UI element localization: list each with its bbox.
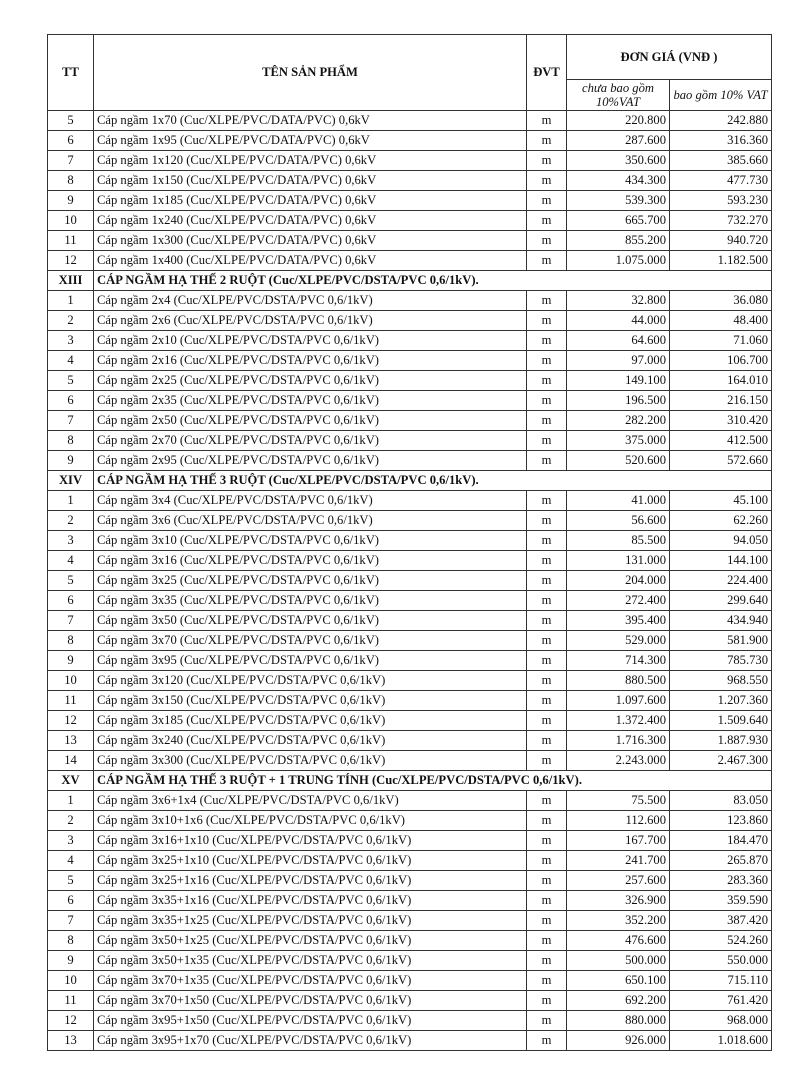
unit: m xyxy=(527,631,567,651)
price-excl-vat: 56.600 xyxy=(567,511,670,531)
row-number: 2 xyxy=(48,511,94,531)
table-row xyxy=(48,211,772,231)
unit: m xyxy=(527,611,567,631)
row-number: 6 xyxy=(48,391,94,411)
row-number: 3 xyxy=(48,331,94,351)
price-excl-vat: 1.716.300 xyxy=(567,731,670,751)
price-excl-vat: 855.200 xyxy=(567,231,670,251)
row-number: 2 xyxy=(48,811,94,831)
price-incl-vat: 123.860 xyxy=(670,811,772,831)
table-row xyxy=(48,111,772,131)
price-incl-vat: 1.018.600 xyxy=(670,1031,772,1051)
product-name: Cáp ngầm 2x70 (Cuc/XLPE/PVC/DSTA/PVC 0,6/1kV) xyxy=(94,431,527,451)
row-number: 5 xyxy=(48,371,94,391)
unit: m xyxy=(527,911,567,931)
price-incl-vat: 732.270 xyxy=(670,211,772,231)
price-excl-vat: 220.800 xyxy=(567,111,670,131)
table-row xyxy=(48,811,772,831)
product-name: Cáp ngầm 3x6 (Cuc/XLPE/PVC/DSTA/PVC 0,6/1kV) xyxy=(94,511,527,531)
row-number: 10 xyxy=(48,671,94,691)
price-incl-vat: 524.260 xyxy=(670,931,772,951)
product-name: Cáp ngầm 3x4 (Cuc/XLPE/PVC/DSTA/PVC 0,6/1kV) xyxy=(94,491,527,511)
header-price-incl-vat: bao gồm 10% VAT xyxy=(670,80,772,111)
product-name: Cáp ngầm 2x35 (Cuc/XLPE/PVC/DSTA/PVC 0,6/1kV) xyxy=(94,391,527,411)
table-row xyxy=(48,151,772,171)
header-tt: TT xyxy=(48,35,94,111)
price-excl-vat: 282.200 xyxy=(567,411,670,431)
table-row xyxy=(48,391,772,411)
table-row xyxy=(48,571,772,591)
table-row xyxy=(48,751,772,771)
unit: m xyxy=(527,391,567,411)
price-excl-vat: 500.000 xyxy=(567,951,670,971)
price-incl-vat: 1.887.930 xyxy=(670,731,772,751)
section-title: CÁP NGẦM HẠ THẾ 3 RUỘT (Cuc/XLPE/PVC/DSTA/PVC 0,6/1kV). xyxy=(94,471,772,491)
price-excl-vat: 476.600 xyxy=(567,931,670,951)
section-code: XIV xyxy=(48,471,94,491)
table-row xyxy=(48,251,772,271)
price-incl-vat: 385.660 xyxy=(670,151,772,171)
section-code: XIII xyxy=(48,271,94,291)
table-row xyxy=(48,851,772,871)
table-row xyxy=(48,431,772,451)
table-row xyxy=(48,411,772,431)
unit: m xyxy=(527,951,567,971)
row-number: 7 xyxy=(48,151,94,171)
price-excl-vat: 352.200 xyxy=(567,911,670,931)
price-incl-vat: 144.100 xyxy=(670,551,772,571)
price-excl-vat: 64.600 xyxy=(567,331,670,351)
price-excl-vat: 1.372.400 xyxy=(567,711,670,731)
price-incl-vat: 761.420 xyxy=(670,991,772,1011)
table-row xyxy=(48,691,772,711)
row-number: 6 xyxy=(48,891,94,911)
price-incl-vat: 83.050 xyxy=(670,791,772,811)
row-number: 8 xyxy=(48,631,94,651)
product-name: Cáp ngầm 1x95 (Cuc/XLPE/PVC/DATA/PVC) 0,6kV xyxy=(94,131,527,151)
unit: m xyxy=(527,211,567,231)
row-number: 13 xyxy=(48,731,94,751)
price-incl-vat: 2.467.300 xyxy=(670,751,772,771)
row-number: 2 xyxy=(48,311,94,331)
row-number: 9 xyxy=(48,451,94,471)
price-incl-vat: 184.470 xyxy=(670,831,772,851)
row-number: 7 xyxy=(48,611,94,631)
price-excl-vat: 1.097.600 xyxy=(567,691,670,711)
price-excl-vat: 665.700 xyxy=(567,211,670,231)
table-row xyxy=(48,191,772,211)
row-number: 10 xyxy=(48,211,94,231)
product-name: Cáp ngầm 3x95 (Cuc/XLPE/PVC/DSTA/PVC 0,6/1kV) xyxy=(94,651,527,671)
price-excl-vat: 326.900 xyxy=(567,891,670,911)
price-excl-vat: 41.000 xyxy=(567,491,670,511)
unit: m xyxy=(527,691,567,711)
row-number: 4 xyxy=(48,851,94,871)
table-row xyxy=(48,831,772,851)
product-name: Cáp ngầm 3x10 (Cuc/XLPE/PVC/DSTA/PVC 0,6/1kV) xyxy=(94,531,527,551)
table-row xyxy=(48,891,772,911)
table-row xyxy=(48,931,772,951)
unit: m xyxy=(527,871,567,891)
product-name: Cáp ngầm 1x185 (Cuc/XLPE/PVC/DATA/PVC) 0,6kV xyxy=(94,191,527,211)
table-row xyxy=(48,651,772,671)
section-code: XV xyxy=(48,771,94,791)
row-number: 8 xyxy=(48,931,94,951)
product-name: Cáp ngầm 3x10+1x6 (Cuc/XLPE/PVC/DSTA/PVC 0,6/1kV) xyxy=(94,811,527,831)
price-incl-vat: 1.207.360 xyxy=(670,691,772,711)
row-number: 10 xyxy=(48,971,94,991)
unit: m xyxy=(527,431,567,451)
unit: m xyxy=(527,351,567,371)
unit: m xyxy=(527,531,567,551)
unit: m xyxy=(527,311,567,331)
product-name: Cáp ngầm 3x185 (Cuc/XLPE/PVC/DSTA/PVC 0,6/1kV) xyxy=(94,711,527,731)
table-row xyxy=(48,351,772,371)
price-excl-vat: 350.600 xyxy=(567,151,670,171)
price-incl-vat: 216.150 xyxy=(670,391,772,411)
price-incl-vat: 265.870 xyxy=(670,851,772,871)
price-incl-vat: 715.110 xyxy=(670,971,772,991)
price-excl-vat: 32.800 xyxy=(567,291,670,311)
table-row xyxy=(48,131,772,151)
row-number: 7 xyxy=(48,411,94,431)
price-incl-vat: 434.940 xyxy=(670,611,772,631)
unit: m xyxy=(527,671,567,691)
unit: m xyxy=(527,151,567,171)
price-incl-vat: 71.060 xyxy=(670,331,772,351)
product-name: Cáp ngầm 3x16 (Cuc/XLPE/PVC/DSTA/PVC 0,6/1kV) xyxy=(94,551,527,571)
row-number: 6 xyxy=(48,131,94,151)
row-number: 9 xyxy=(48,191,94,211)
product-name: Cáp ngầm 2x16 (Cuc/XLPE/PVC/DSTA/PVC 0,6/1kV) xyxy=(94,351,527,371)
unit: m xyxy=(527,551,567,571)
price-excl-vat: 926.000 xyxy=(567,1031,670,1051)
product-name: Cáp ngầm 3x6+1x4 (Cuc/XLPE/PVC/DSTA/PVC 0,6/1kV) xyxy=(94,791,527,811)
row-number: 11 xyxy=(48,231,94,251)
unit: m xyxy=(527,511,567,531)
price-excl-vat: 880.500 xyxy=(567,671,670,691)
product-name: Cáp ngầm 1x120 (Cuc/XLPE/PVC/DATA/PVC) 0,6kV xyxy=(94,151,527,171)
product-name: Cáp ngầm 3x240 (Cuc/XLPE/PVC/DSTA/PVC 0,6/1kV) xyxy=(94,731,527,751)
price-incl-vat: 36.080 xyxy=(670,291,772,311)
table-row xyxy=(48,291,772,311)
price-incl-vat: 1.182.500 xyxy=(670,251,772,271)
price-excl-vat: 692.200 xyxy=(567,991,670,1011)
price-excl-vat: 196.500 xyxy=(567,391,670,411)
price-excl-vat: 167.700 xyxy=(567,831,670,851)
unit: m xyxy=(527,931,567,951)
table-row xyxy=(48,731,772,751)
product-name: Cáp ngầm 1x70 (Cuc/XLPE/PVC/DATA/PVC) 0,6kV xyxy=(94,111,527,131)
price-incl-vat: 316.360 xyxy=(670,131,772,151)
price-excl-vat: 112.600 xyxy=(567,811,670,831)
unit: m xyxy=(527,831,567,851)
product-name: Cáp ngầm 2x50 (Cuc/XLPE/PVC/DSTA/PVC 0,6/1kV) xyxy=(94,411,527,431)
table-row xyxy=(48,631,772,651)
price-incl-vat: 299.640 xyxy=(670,591,772,611)
price-excl-vat: 2.243.000 xyxy=(567,751,670,771)
price-incl-vat: 48.400 xyxy=(670,311,772,331)
product-name: Cáp ngầm 3x25 (Cuc/XLPE/PVC/DSTA/PVC 0,6/1kV) xyxy=(94,571,527,591)
product-name: Cáp ngầm 3x70+1x50 (Cuc/XLPE/PVC/DSTA/PVC 0,6/1kV) xyxy=(94,991,527,1011)
row-number: 1 xyxy=(48,491,94,511)
price-excl-vat: 204.000 xyxy=(567,571,670,591)
unit: m xyxy=(527,731,567,751)
table-row xyxy=(48,1031,772,1051)
section-header-row xyxy=(48,771,772,791)
price-incl-vat: 968.000 xyxy=(670,1011,772,1031)
table-row xyxy=(48,551,772,571)
product-name: Cáp ngầm 1x240 (Cuc/XLPE/PVC/DATA/PVC) 0,6kV xyxy=(94,211,527,231)
table-body xyxy=(48,111,772,1051)
price-excl-vat: 650.100 xyxy=(567,971,670,991)
table-row xyxy=(48,671,772,691)
table-row xyxy=(48,991,772,1011)
unit: m xyxy=(527,251,567,271)
price-excl-vat: 520.600 xyxy=(567,451,670,471)
section-header-row xyxy=(48,271,772,291)
price-excl-vat: 880.000 xyxy=(567,1011,670,1031)
price-excl-vat: 375.000 xyxy=(567,431,670,451)
price-incl-vat: 283.360 xyxy=(670,871,772,891)
row-number: 13 xyxy=(48,1031,94,1051)
unit: m xyxy=(527,991,567,1011)
row-number: 5 xyxy=(48,571,94,591)
product-name: Cáp ngầm 3x95+1x70 (Cuc/XLPE/PVC/DSTA/PVC 0,6/1kV) xyxy=(94,1031,527,1051)
price-incl-vat: 164.010 xyxy=(670,371,772,391)
price-excl-vat: 539.300 xyxy=(567,191,670,211)
price-excl-vat: 395.400 xyxy=(567,611,670,631)
price-incl-vat: 94.050 xyxy=(670,531,772,551)
price-incl-vat: 940.720 xyxy=(670,231,772,251)
unit: m xyxy=(527,191,567,211)
product-name: Cáp ngầm 3x70+1x35 (Cuc/XLPE/PVC/DSTA/PVC 0,6/1kV) xyxy=(94,971,527,991)
unit: m xyxy=(527,851,567,871)
unit: m xyxy=(527,131,567,151)
price-excl-vat: 287.600 xyxy=(567,131,670,151)
price-incl-vat: 310.420 xyxy=(670,411,772,431)
section-header-row xyxy=(48,471,772,491)
table-row xyxy=(48,911,772,931)
row-number: 9 xyxy=(48,951,94,971)
price-incl-vat: 242.880 xyxy=(670,111,772,131)
unit: m xyxy=(527,411,567,431)
table-header xyxy=(48,35,772,111)
table-row xyxy=(48,611,772,631)
unit: m xyxy=(527,331,567,351)
row-number: 6 xyxy=(48,591,94,611)
row-number: 4 xyxy=(48,351,94,371)
table-row xyxy=(48,791,772,811)
row-number: 4 xyxy=(48,551,94,571)
product-name: Cáp ngầm 3x35+1x16 (Cuc/XLPE/PVC/DSTA/PVC 0,6/1kV) xyxy=(94,891,527,911)
row-number: 1 xyxy=(48,291,94,311)
price-incl-vat: 968.550 xyxy=(670,671,772,691)
row-number: 14 xyxy=(48,751,94,771)
row-number: 3 xyxy=(48,531,94,551)
unit: m xyxy=(527,231,567,251)
price-incl-vat: 785.730 xyxy=(670,651,772,671)
unit: m xyxy=(527,111,567,131)
price-incl-vat: 593.230 xyxy=(670,191,772,211)
unit: m xyxy=(527,571,567,591)
price-incl-vat: 412.500 xyxy=(670,431,772,451)
product-name: Cáp ngầm 3x25+1x10 (Cuc/XLPE/PVC/DSTA/PVC 0,6/1kV) xyxy=(94,851,527,871)
row-number: 5 xyxy=(48,871,94,891)
table-row xyxy=(48,971,772,991)
table-row xyxy=(48,331,772,351)
price-incl-vat: 45.100 xyxy=(670,491,772,511)
product-name: Cáp ngầm 1x150 (Cuc/XLPE/PVC/DATA/PVC) 0,6kV xyxy=(94,171,527,191)
unit: m xyxy=(527,1011,567,1031)
product-name: Cáp ngầm 2x6 (Cuc/XLPE/PVC/DSTA/PVC 0,6/1kV) xyxy=(94,311,527,331)
price-incl-vat: 581.900 xyxy=(670,631,772,651)
section-title: CÁP NGẦM HẠ THẾ 2 RUỘT (Cuc/XLPE/PVC/DSTA/PVC 0,6/1kV). xyxy=(94,271,772,291)
header-unit-price: ĐƠN GIÁ (VNĐ ) xyxy=(567,35,772,80)
unit: m xyxy=(527,791,567,811)
unit: m xyxy=(527,371,567,391)
unit: m xyxy=(527,1031,567,1051)
product-name: Cáp ngầm 3x16+1x10 (Cuc/XLPE/PVC/DSTA/PVC 0,6/1kV) xyxy=(94,831,527,851)
product-name: Cáp ngầm 3x95+1x50 (Cuc/XLPE/PVC/DSTA/PVC 0,6/1kV) xyxy=(94,1011,527,1031)
product-name: Cáp ngầm 3x150 (Cuc/XLPE/PVC/DSTA/PVC 0,6/1kV) xyxy=(94,691,527,711)
unit: m xyxy=(527,171,567,191)
table-row xyxy=(48,531,772,551)
row-number: 8 xyxy=(48,171,94,191)
price-excl-vat: 714.300 xyxy=(567,651,670,671)
price-excl-vat: 44.000 xyxy=(567,311,670,331)
unit: m xyxy=(527,451,567,471)
product-name: Cáp ngầm 3x300 (Cuc/XLPE/PVC/DSTA/PVC 0,6/1kV) xyxy=(94,751,527,771)
price-excl-vat: 529.000 xyxy=(567,631,670,651)
unit: m xyxy=(527,891,567,911)
row-number: 11 xyxy=(48,991,94,1011)
header-price-excl-vat: chưa bao gồm 10%VAT xyxy=(567,80,670,111)
row-number: 7 xyxy=(48,911,94,931)
row-number: 3 xyxy=(48,831,94,851)
unit: m xyxy=(527,711,567,731)
price-incl-vat: 1.509.640 xyxy=(670,711,772,731)
product-name: Cáp ngầm 2x95 (Cuc/XLPE/PVC/DSTA/PVC 0,6/1kV) xyxy=(94,451,527,471)
product-name: Cáp ngầm 3x50+1x35 (Cuc/XLPE/PVC/DSTA/PVC 0,6/1kV) xyxy=(94,951,527,971)
price-excl-vat: 85.500 xyxy=(567,531,670,551)
price-incl-vat: 224.400 xyxy=(670,571,772,591)
row-number: 12 xyxy=(48,1011,94,1031)
price-excl-vat: 97.000 xyxy=(567,351,670,371)
price-incl-vat: 477.730 xyxy=(670,171,772,191)
product-name: Cáp ngầm 2x4 (Cuc/XLPE/PVC/DSTA/PVC 0,6/1kV) xyxy=(94,291,527,311)
price-excl-vat: 257.600 xyxy=(567,871,670,891)
unit: m xyxy=(527,811,567,831)
price-incl-vat: 106.700 xyxy=(670,351,772,371)
table-row xyxy=(48,871,772,891)
table-row xyxy=(48,491,772,511)
table-row xyxy=(48,231,772,251)
price-excl-vat: 131.000 xyxy=(567,551,670,571)
row-number: 12 xyxy=(48,251,94,271)
unit: m xyxy=(527,291,567,311)
product-name: Cáp ngầm 3x120 (Cuc/XLPE/PVC/DSTA/PVC 0,6/1kV) xyxy=(94,671,527,691)
price-incl-vat: 572.660 xyxy=(670,451,772,471)
product-name: Cáp ngầm 3x35+1x25 (Cuc/XLPE/PVC/DSTA/PVC 0,6/1kV) xyxy=(94,911,527,931)
row-number: 12 xyxy=(48,711,94,731)
section-title: CÁP NGẦM HẠ THẾ 3 RUỘT + 1 TRUNG TÍNH (Cuc/XLPE/PVC/DSTA/PVC 0,6/1kV). xyxy=(94,771,772,791)
row-number: 11 xyxy=(48,691,94,711)
header-product-name: TÊN SẢN PHẨM xyxy=(94,35,527,111)
table-row xyxy=(48,1011,772,1031)
table-row xyxy=(48,371,772,391)
unit: m xyxy=(527,651,567,671)
price-excl-vat: 1.075.000 xyxy=(567,251,670,271)
unit: m xyxy=(527,491,567,511)
table-row xyxy=(48,951,772,971)
table-row xyxy=(48,511,772,531)
price-excl-vat: 272.400 xyxy=(567,591,670,611)
price-incl-vat: 387.420 xyxy=(670,911,772,931)
price-excl-vat: 149.100 xyxy=(567,371,670,391)
price-incl-vat: 359.590 xyxy=(670,891,772,911)
product-name: Cáp ngầm 3x50 (Cuc/XLPE/PVC/DSTA/PVC 0,6/1kV) xyxy=(94,611,527,631)
price-excl-vat: 75.500 xyxy=(567,791,670,811)
table-row xyxy=(48,451,772,471)
table-row xyxy=(48,591,772,611)
unit: m xyxy=(527,591,567,611)
price-table xyxy=(47,34,772,1051)
unit: m xyxy=(527,971,567,991)
row-number: 9 xyxy=(48,651,94,671)
price-incl-vat: 550.000 xyxy=(670,951,772,971)
product-name: Cáp ngầm 3x70 (Cuc/XLPE/PVC/DSTA/PVC 0,6/1kV) xyxy=(94,631,527,651)
product-name: Cáp ngầm 2x10 (Cuc/XLPE/PVC/DSTA/PVC 0,6/1kV) xyxy=(94,331,527,351)
product-name: Cáp ngầm 1x400 (Cuc/XLPE/PVC/DATA/PVC) 0,6kV xyxy=(94,251,527,271)
price-excl-vat: 241.700 xyxy=(567,851,670,871)
row-number: 5 xyxy=(48,111,94,131)
product-name: Cáp ngầm 1x300 (Cuc/XLPE/PVC/DATA/PVC) 0,6kV xyxy=(94,231,527,251)
product-name: Cáp ngầm 2x25 (Cuc/XLPE/PVC/DSTA/PVC 0,6/1kV) xyxy=(94,371,527,391)
header-unit: ĐVT xyxy=(527,35,567,111)
row-number: 8 xyxy=(48,431,94,451)
unit: m xyxy=(527,751,567,771)
price-incl-vat: 62.260 xyxy=(670,511,772,531)
product-name: Cáp ngầm 3x50+1x25 (Cuc/XLPE/PVC/DSTA/PVC 0,6/1kV) xyxy=(94,931,527,951)
product-name: Cáp ngầm 3x25+1x16 (Cuc/XLPE/PVC/DSTA/PVC 0,6/1kV) xyxy=(94,871,527,891)
product-name: Cáp ngầm 3x35 (Cuc/XLPE/PVC/DSTA/PVC 0,6/1kV) xyxy=(94,591,527,611)
row-number: 1 xyxy=(48,791,94,811)
table-row xyxy=(48,311,772,331)
price-excl-vat: 434.300 xyxy=(567,171,670,191)
table-row xyxy=(48,711,772,731)
table-row xyxy=(48,171,772,191)
